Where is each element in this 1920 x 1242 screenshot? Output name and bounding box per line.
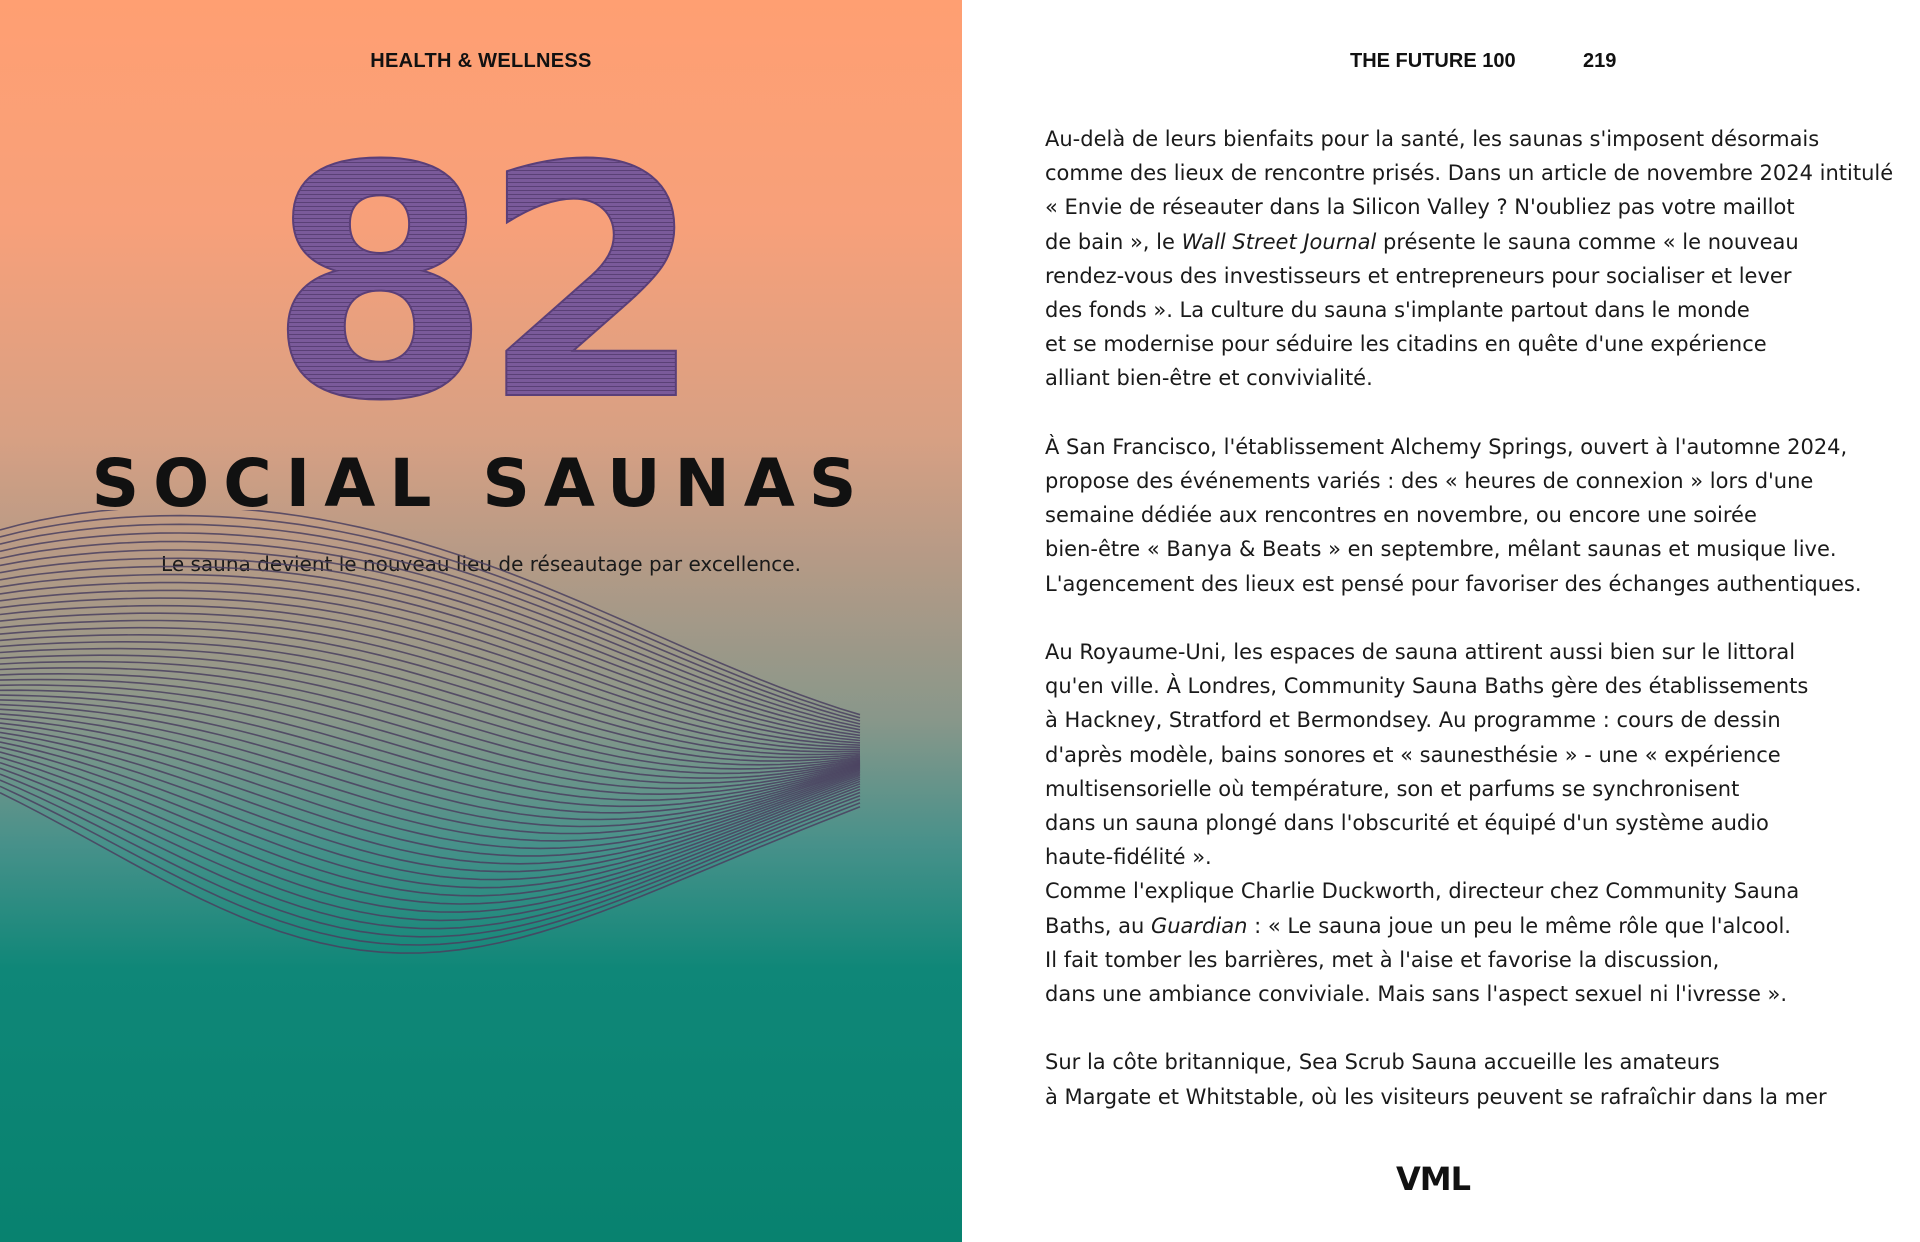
trend-number-graphic — [0, 150, 962, 410]
body-line: rendez-vous des investisseurs et entrepreneurs pour socialiser et lever — [1045, 263, 1792, 288]
body-line: alliant bien-être et convivialité. — [1045, 366, 1373, 391]
body-line: L'agencement des lieux est pensé pour favoriser des échanges authentiques. — [1045, 571, 1862, 596]
trend-number: 82 — [268, 150, 694, 410]
body-line: de bain », le Wall Street Journal présente le sauna comme « le nouveau — [1045, 229, 1799, 254]
body-line: bien-être « Banya & Beats » en septembre, mêlant saunas et musique live. — [1045, 537, 1837, 562]
body-line: à Hackney, Stratford et Bermondsey. Au programme : cours de dessin — [1045, 708, 1781, 733]
page-number: 219 — [1583, 50, 1617, 72]
body-line: à Margate et Whitstable, où les visiteurs peuvent se rafraîchir dans la mer — [1045, 1084, 1827, 1109]
paragraph-gap — [1045, 601, 1875, 635]
body-line: Au-delà de leurs bienfaits pour la santé, les saunas s'imposent désormais — [1045, 127, 1820, 151]
section-label: HEALTH & WELLNESS — [370, 50, 592, 72]
wave-lines-graphic — [0, 510, 962, 1070]
paragraph-gap — [1045, 396, 1875, 430]
body-line: qu'en ville. À Londres, Community Sauna Baths gère des établissements — [1045, 674, 1809, 699]
right-page — [962, 0, 1920, 1242]
body-line: dans une ambiance conviviale. Mais sans l'aspect sexuel ni l'ivresse ». — [1045, 982, 1788, 1007]
body-line: propose des événements variés : des « heures de connexion » lors d'une — [1045, 469, 1814, 494]
trend-subtitle: Le sauna devient le nouveau lieu de réseautage par excellence. — [161, 552, 801, 576]
body-line: des fonds ». La culture du sauna s'implante partout dans le monde — [1045, 298, 1750, 323]
body-line: d'après modèle, bains sonores et « saunesthésie » - une « expérience — [1045, 742, 1781, 767]
body-line: Il fait tomber les barrières, met à l'aise et favorise la discussion, — [1045, 947, 1720, 972]
wave-line — [0, 709, 860, 826]
body-line: comme des lieux de rencontre prisés. Dans un article de novembre 2024 intitulé — [1045, 161, 1894, 186]
running-head: THE FUTURE 100 — [1350, 50, 1516, 72]
paragraph-gap — [1045, 1011, 1875, 1045]
body-line: dans un sauna plongé dans l'obscurité et équipé d'un système audio — [1045, 811, 1769, 836]
wave-line — [0, 768, 860, 920]
body-line: À San Francisco, l'établissement Alchemy Springs, ouvert à l'automne 2024, — [1045, 434, 1848, 459]
body-line: « Envie de réseauter dans la Silicon Valley ? N'oubliez pas votre maillot — [1045, 195, 1795, 220]
body-line: et se modernise pour séduire les citadins en quête d'une expérience — [1045, 332, 1767, 357]
body-line: Comme l'explique Charlie Duckworth, directeur chez Community Sauna — [1045, 879, 1800, 904]
trend-title: SOCIAL SAUNAS — [91, 445, 871, 522]
body-line: haute-fidélité ». — [1045, 845, 1212, 870]
vml-logo: VML — [1396, 1160, 1470, 1198]
article-body — [1045, 122, 1894, 1114]
body-line: Baths, au Guardian : « Le sauna joue un peu le même rôle que l'alcool. — [1045, 913, 1791, 938]
body-line: semaine dédiée aux rencontres en novembre, ou encore une soirée — [1045, 503, 1757, 528]
wave-line — [0, 606, 860, 748]
body-line: Au Royaume-Uni, les espaces de sauna attirent aussi bien sur le littoral — [1045, 640, 1796, 665]
body-line: Sur la côte britannique, Sea Scrub Sauna accueille les amateurs — [1045, 1050, 1720, 1075]
body-line: multisensorielle où température, son et parfums se synchronisent — [1045, 776, 1740, 801]
